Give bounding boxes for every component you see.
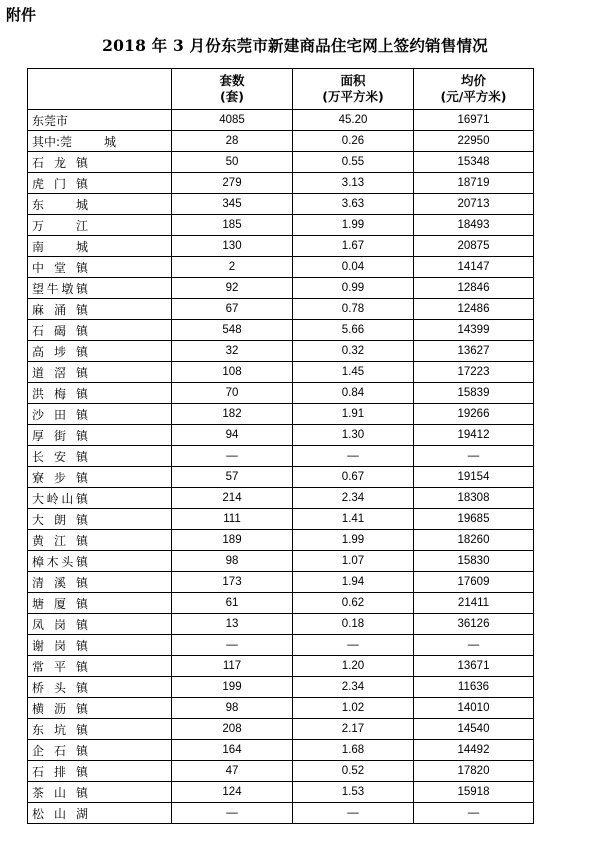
row-units: 57 (172, 467, 293, 488)
row-units: 164 (172, 740, 293, 761)
table-row (28, 572, 534, 593)
row-area: 1.07 (293, 551, 414, 572)
row-name-cell (28, 194, 172, 215)
document-title: 2018 年 3 月份东莞市新建商品住宅网上签约销售情况 (102, 36, 488, 55)
row-price: 15830 (414, 551, 534, 572)
table-row (28, 488, 534, 509)
row-name-cell (28, 803, 172, 824)
row-units: 279 (172, 173, 293, 194)
row-units: 70 (172, 383, 293, 404)
row-area: 1.53 (293, 782, 414, 803)
table-row (28, 740, 534, 761)
row-price: 17609 (414, 572, 534, 593)
header-price-unit: (元/平方米) (440, 89, 507, 104)
header-area-unit: (万平方米) (322, 89, 384, 104)
row-name: 松山湖 (32, 806, 88, 821)
row-name: 高埗镇 (32, 344, 88, 359)
row-name: 横沥镇 (32, 701, 88, 716)
row-name: 沙田镇 (32, 407, 88, 422)
row-name-cell (28, 425, 172, 446)
row-price: 15839 (414, 383, 534, 404)
row-units: 117 (172, 656, 293, 677)
row-area: 0.04 (293, 257, 414, 278)
sales-table (27, 68, 534, 824)
row-name-cell (28, 551, 172, 572)
row-units: 130 (172, 236, 293, 257)
table-row (28, 551, 534, 572)
row-area: 1.91 (293, 404, 414, 425)
row-price: 17223 (414, 362, 534, 383)
row-price: 17820 (414, 761, 534, 782)
row-name: 望牛墩镇 (32, 281, 88, 296)
header-area-title: 面积 (340, 73, 366, 88)
row-name: 清溪镇 (32, 575, 88, 590)
row-area: 2.34 (293, 677, 414, 698)
row-price: 20875 (414, 236, 534, 257)
row-area: 0.26 (293, 131, 414, 152)
row-area: 0.32 (293, 341, 414, 362)
row-area: 1.68 (293, 740, 414, 761)
row-units: 173 (172, 572, 293, 593)
row-name: 谢岗镇 (32, 638, 88, 653)
row-name-cell (28, 467, 172, 488)
row-price: — (414, 446, 534, 467)
row-name: 凤岗镇 (32, 617, 88, 632)
row-units: 32 (172, 341, 293, 362)
table-row (28, 761, 534, 782)
row-price: 18260 (414, 530, 534, 551)
row-name: 石排镇 (32, 764, 88, 779)
row-price: 19412 (414, 425, 534, 446)
row-units: — (172, 635, 293, 656)
row-name-cell (28, 278, 172, 299)
row-name: 大岭山镇 (32, 491, 88, 506)
row-name-cell (28, 614, 172, 635)
row-units: 61 (172, 593, 293, 614)
row-name-cell (28, 341, 172, 362)
table-row (28, 194, 534, 215)
row-price: 20713 (414, 194, 534, 215)
table-row (28, 404, 534, 425)
row-price: 19266 (414, 404, 534, 425)
row-name-cell (28, 488, 172, 509)
row-name: 南 城 (32, 239, 88, 254)
row-units: 214 (172, 488, 293, 509)
row-units: 208 (172, 719, 293, 740)
row-units: 345 (172, 194, 293, 215)
row-area: 1.41 (293, 509, 414, 530)
table-row (28, 320, 534, 341)
row-area: 3.63 (293, 194, 414, 215)
row-name-cell (28, 530, 172, 551)
header-area (293, 69, 414, 110)
row-area: 0.52 (293, 761, 414, 782)
row-name: 桥头镇 (32, 680, 88, 695)
row-price: 18493 (414, 215, 534, 236)
row-area: 0.67 (293, 467, 414, 488)
row-units: 111 (172, 509, 293, 530)
row-name: 常平镇 (32, 659, 88, 674)
row-name-cell (28, 320, 172, 341)
row-name-cell (28, 656, 172, 677)
row-name-cell (28, 719, 172, 740)
total-units: 4085 (172, 110, 293, 131)
row-area: 0.62 (293, 593, 414, 614)
row-price: 36126 (414, 614, 534, 635)
row-area: — (293, 446, 414, 467)
row-area: — (293, 803, 414, 824)
row-units: 548 (172, 320, 293, 341)
row-units: 185 (172, 215, 293, 236)
row-name-cell (28, 698, 172, 719)
row-name-cell (28, 257, 172, 278)
row-price: 14492 (414, 740, 534, 761)
row-name: 莞 城 (60, 134, 117, 149)
row-units: 98 (172, 551, 293, 572)
table-row (28, 173, 534, 194)
row-price: 21411 (414, 593, 534, 614)
header-price (414, 69, 534, 110)
row-area: 0.78 (293, 299, 414, 320)
table-row (28, 278, 534, 299)
table-row (28, 782, 534, 803)
row-name: 长安镇 (32, 449, 88, 464)
row-price: 14147 (414, 257, 534, 278)
row-units: 2 (172, 257, 293, 278)
row-name: 寮步镇 (32, 470, 88, 485)
header-name (28, 69, 172, 110)
row-name: 中堂镇 (32, 260, 88, 275)
row-price: 12846 (414, 278, 534, 299)
row-area: — (293, 635, 414, 656)
row-name: 黄江镇 (32, 533, 88, 548)
table-row (28, 446, 534, 467)
header-units-title: 套数 (219, 73, 245, 88)
row-name: 厚街镇 (32, 428, 88, 443)
row-price: — (414, 803, 534, 824)
row-area: 1.30 (293, 425, 414, 446)
row-price: — (414, 635, 534, 656)
row-name-cell (28, 593, 172, 614)
row-name: 石碣镇 (32, 323, 88, 338)
total-name: 东莞市 (28, 110, 172, 131)
row-price: 22950 (414, 131, 534, 152)
row-price: 18719 (414, 173, 534, 194)
row-name-cell (28, 152, 172, 173)
row-units: 28 (172, 131, 293, 152)
row-area: 1.45 (293, 362, 414, 383)
row-price: 18308 (414, 488, 534, 509)
row-units: 13 (172, 614, 293, 635)
row-area: 0.99 (293, 278, 414, 299)
row-name: 大朗镇 (32, 512, 88, 527)
row-units: 182 (172, 404, 293, 425)
table-row (28, 656, 534, 677)
row-price: 15918 (414, 782, 534, 803)
row-name-cell (28, 131, 172, 152)
table-row (28, 257, 534, 278)
table-row (28, 236, 534, 257)
row-units: 94 (172, 425, 293, 446)
row-price: 19154 (414, 467, 534, 488)
row-area: 0.84 (293, 383, 414, 404)
row-prefix: 其中: (32, 134, 61, 149)
row-name: 石龙镇 (32, 155, 88, 170)
row-area: 1.99 (293, 215, 414, 236)
table-row (28, 299, 534, 320)
row-units: 92 (172, 278, 293, 299)
row-name-cell (28, 362, 172, 383)
row-area: 1.02 (293, 698, 414, 719)
row-name: 万 江 (32, 218, 88, 233)
row-name-cell (28, 761, 172, 782)
row-price: 14540 (414, 719, 534, 740)
row-name-cell (28, 215, 172, 236)
row-name-cell (28, 173, 172, 194)
row-name: 道滘镇 (32, 365, 88, 380)
row-units: 47 (172, 761, 293, 782)
row-price: 14010 (414, 698, 534, 719)
row-units: 199 (172, 677, 293, 698)
row-name: 茶山镇 (32, 785, 88, 800)
header-units (172, 69, 293, 110)
row-name-cell (28, 740, 172, 761)
table-row (28, 341, 534, 362)
row-name: 洪梅镇 (32, 386, 88, 401)
row-price: 12486 (414, 299, 534, 320)
row-name-cell (28, 446, 172, 467)
row-price: 19685 (414, 509, 534, 530)
row-name: 樟木头镇 (32, 554, 88, 569)
row-price: 14399 (414, 320, 534, 341)
row-area: 0.55 (293, 152, 414, 173)
row-name: 虎门镇 (32, 176, 88, 191)
row-name-cell (28, 782, 172, 803)
row-area: 5.66 (293, 320, 414, 341)
row-area: 0.18 (293, 614, 414, 635)
row-units: 189 (172, 530, 293, 551)
total-row (28, 110, 534, 131)
table-row (28, 803, 534, 824)
row-units: 108 (172, 362, 293, 383)
row-name: 企石镇 (32, 743, 88, 758)
table-row (28, 614, 534, 635)
row-units: 67 (172, 299, 293, 320)
row-name-cell (28, 404, 172, 425)
table-row (28, 677, 534, 698)
row-name-cell (28, 299, 172, 320)
row-units: — (172, 446, 293, 467)
total-area: 45.20 (293, 110, 414, 131)
row-area: 1.94 (293, 572, 414, 593)
table-row (28, 215, 534, 236)
row-name-cell (28, 635, 172, 656)
row-name: 东 城 (32, 197, 88, 212)
table-row (28, 635, 534, 656)
table-row (28, 362, 534, 383)
header-units-unit: (套) (220, 89, 244, 104)
table-row (28, 425, 534, 446)
header-price-title: 均价 (460, 73, 486, 88)
table-row (28, 530, 534, 551)
row-area: 2.17 (293, 719, 414, 740)
row-name-cell (28, 236, 172, 257)
row-name-cell (28, 509, 172, 530)
row-area: 1.20 (293, 656, 414, 677)
row-price: 11636 (414, 677, 534, 698)
row-area: 2.34 (293, 488, 414, 509)
row-area: 1.99 (293, 530, 414, 551)
row-units: 50 (172, 152, 293, 173)
row-name: 塘厦镇 (32, 596, 88, 611)
table-row (28, 509, 534, 530)
row-price: 13671 (414, 656, 534, 677)
total-price: 16971 (414, 110, 534, 131)
row-area: 1.67 (293, 236, 414, 257)
row-price: 15348 (414, 152, 534, 173)
row-name-cell (28, 572, 172, 593)
table-row (28, 719, 534, 740)
row-name-cell (28, 677, 172, 698)
table-row (28, 383, 534, 404)
row-name: 东坑镇 (32, 722, 88, 737)
table-row (28, 152, 534, 173)
table-row (28, 593, 534, 614)
attachment-label: 附件 (6, 6, 37, 24)
row-name-cell (28, 383, 172, 404)
row-units: 98 (172, 698, 293, 719)
row-units: — (172, 803, 293, 824)
row-units: 124 (172, 782, 293, 803)
row-price: 13627 (414, 341, 534, 362)
table-row (28, 131, 534, 152)
row-area: 3.13 (293, 173, 414, 194)
table-row (28, 467, 534, 488)
table-row (28, 698, 534, 719)
header-row (28, 69, 534, 110)
row-name: 麻涌镇 (32, 302, 88, 317)
